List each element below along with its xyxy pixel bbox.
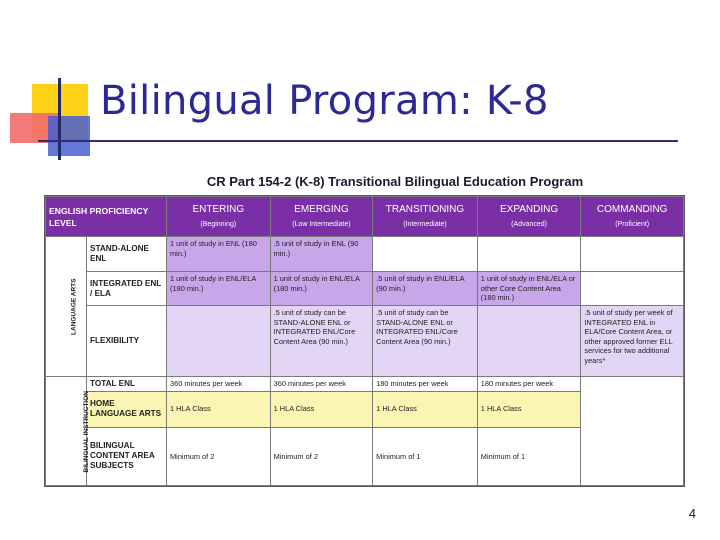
table-cell: .5 unit of study can be STAND-ALONE ENL or INTEGRATED ENL/Core Content Area (90 min.) xyxy=(373,306,478,376)
level-header: TRANSITIONING (Intermediate) xyxy=(373,197,478,237)
table-cell xyxy=(373,237,478,272)
decor-vertical-line xyxy=(58,78,61,160)
table-cell: 1 HLA Class xyxy=(477,391,581,427)
slide-title: Bilingual Program: K-8 xyxy=(100,78,549,124)
proficiency-level-header: ENGLISH PROFICIENCY LEVEL xyxy=(46,197,167,237)
table-cell: 1 HLA Class xyxy=(167,391,271,427)
table-cell: 1 HLA Class xyxy=(373,391,478,427)
table-cell xyxy=(477,306,581,376)
table-cell xyxy=(581,272,684,306)
row-label: FLEXIBILITY xyxy=(87,306,167,376)
table-cell: 360 minutes per week xyxy=(270,376,373,391)
table-cell: .5 unit of study in ENL/ELA (90 min.) xyxy=(373,272,478,306)
table-cell: 1 unit of study in ENL (180 min.) xyxy=(167,237,271,272)
table-cell: .5 unit of study in ENL (90 min.) xyxy=(270,237,373,272)
row-label: BILINGUAL CONTENT AREA SUBJECTS xyxy=(87,427,167,485)
decor-blue-square xyxy=(48,116,90,156)
level-header: EXPANDING (Advanced) xyxy=(477,197,581,237)
row-label: HOME LANGUAGE ARTS xyxy=(87,391,167,427)
table-title: CR Part 154-2 (K-8) Transitional Bilingual Education Program xyxy=(206,174,584,189)
table-cell: Minimum of 1 xyxy=(373,427,478,485)
row-label: TOTAL ENL xyxy=(87,376,167,391)
table-cell: Minimum of 2 xyxy=(167,427,271,485)
group-label-language-arts: LANGUAGE ARTS xyxy=(46,237,87,377)
row-label: INTEGRATED ENL / ELA xyxy=(87,272,167,306)
table-cell: .5 unit of study can be STAND-ALONE ENL or INTEGRATED ENL/Core Content Area (90 min.) xyxy=(270,306,373,376)
table-cell: Minimum of 2 xyxy=(270,427,373,485)
table-cell: 180 minutes per week xyxy=(373,376,478,391)
table-cell: 1 HLA Class xyxy=(270,391,373,427)
table-cell: 1 unit of study in ENL/ELA (180 min.) xyxy=(270,272,373,306)
table-cell xyxy=(581,237,684,272)
title-underline xyxy=(38,140,678,142)
table-cell xyxy=(167,306,271,376)
table-cell: 1 unit of study in ENL/ELA or other Core Content Area (180 min.) xyxy=(477,272,581,306)
page-number: 4 xyxy=(688,506,696,521)
level-header: ENTERING (Beginning) xyxy=(167,197,271,237)
level-header: EMERGING (Low Intermediate) xyxy=(270,197,373,237)
table-cell: 1 unit of study in ENL/ELA (180 min.) xyxy=(167,272,271,306)
table-row xyxy=(46,306,684,376)
table-cell xyxy=(477,237,581,272)
table-cell: .5 unit of study per week of INTEGRATED ENL in ELA/Core Content Area, or other approved former ELL services for two additional years* xyxy=(581,306,684,376)
program-table xyxy=(44,195,685,487)
table-cell xyxy=(581,376,684,485)
table-row xyxy=(46,272,684,306)
table-cell: 360 minutes per week xyxy=(167,376,271,391)
table-cell: 180 minutes per week xyxy=(477,376,581,391)
table-cell: Minimum of 1 xyxy=(477,427,581,485)
table-row xyxy=(46,376,684,391)
row-label: STAND-ALONE ENL xyxy=(87,237,167,272)
group-label-bilingual-instruction: BILINGUAL INSTRUCTION xyxy=(46,376,87,485)
level-header: COMMANDING (Proficient) xyxy=(581,197,684,237)
table-row xyxy=(46,237,684,272)
